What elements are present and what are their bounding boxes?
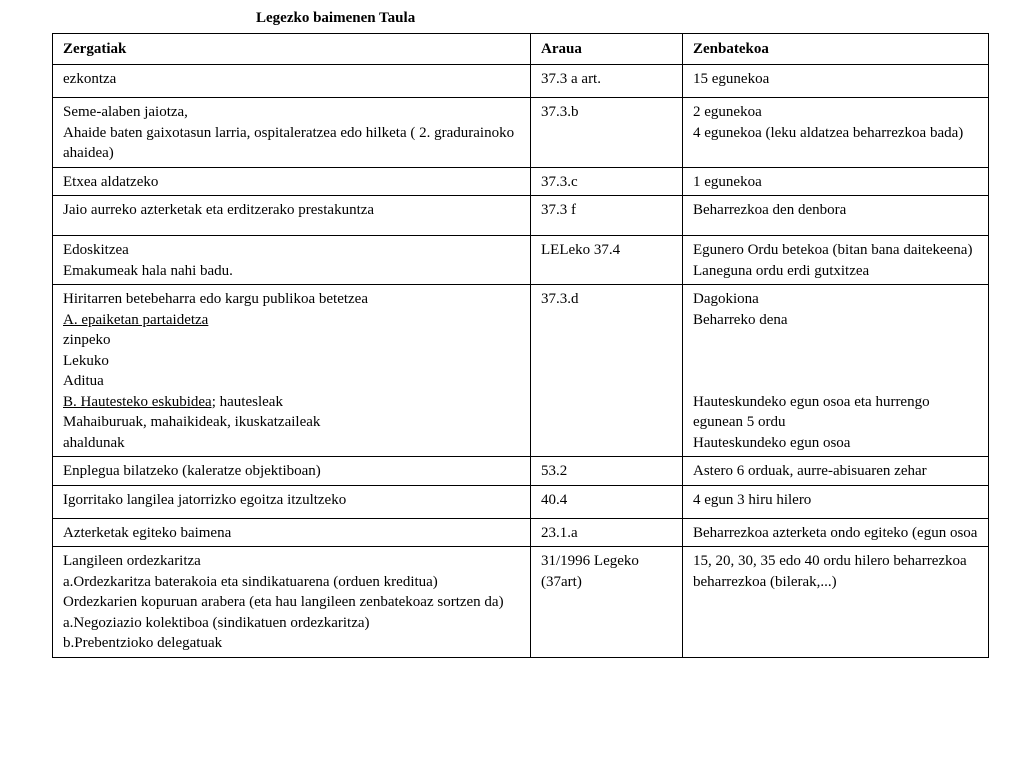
amount-line: beharrezkoa (bilerak,...)	[693, 573, 837, 590]
reason-cell	[53, 547, 531, 658]
amount-line: 15 egunekoa	[693, 71, 770, 87]
reason-line: Seme-alaben jaiotza,	[63, 104, 188, 120]
reason-cell	[53, 457, 531, 486]
table-row	[53, 285, 989, 457]
header-amount: Zenbatekoa	[683, 34, 989, 65]
rule-cell: 40.4	[531, 485, 683, 518]
reason-line: zinpeko	[63, 332, 111, 348]
table-row	[53, 236, 989, 285]
rule-cell: 37.3.b	[531, 98, 683, 168]
rule-cell: 37.3 f	[531, 196, 683, 236]
amount-cell	[683, 518, 989, 547]
table-row	[53, 196, 989, 236]
table-row	[53, 485, 989, 518]
reason-line: a.Ordezkaritza baterakoia eta sindikatuarena (orduen kreditua)	[63, 573, 438, 590]
reason-line: Edoskitzea	[63, 242, 129, 258]
table-header-row	[53, 34, 989, 65]
section-b-heading: B. Hautesteko eskubidea;	[63, 393, 216, 410]
table-row	[53, 518, 989, 547]
reason-cell	[53, 65, 531, 98]
reason-line: Igorritako langilea jatorrizko egoitza itzultzeko	[63, 491, 347, 508]
reason-line: Aditua	[63, 373, 104, 389]
amount-line: 4 egun 3 hiru hilero	[693, 491, 812, 508]
rule-cell: 31/1996 Legeko (37art)	[531, 547, 683, 658]
amount-line: Hauteskundeko egun osoa eta hurrengo egunean 5 ordu	[693, 393, 930, 430]
amount-cell	[683, 65, 989, 98]
amount-line: Hauteskundeko egun osoa	[693, 434, 851, 451]
header-reasons: Zergatiak	[53, 34, 531, 65]
amount-line: 15, 20, 30, 35 edo 40 ordu hilero beharrezkoa	[693, 553, 967, 569]
permits-table	[52, 33, 989, 658]
reason-cell	[53, 518, 531, 547]
reason-line: ezkontza	[63, 71, 117, 87]
reason-cell	[53, 98, 531, 168]
reason-line: b.Prebentzioko delegatuak	[63, 635, 223, 651]
table-row	[53, 65, 989, 98]
amount-cell	[683, 236, 989, 285]
reason-line: Jaio aurreko azterketak eta erditzerako prestakuntza	[63, 202, 375, 218]
header-rule: Araua	[531, 34, 683, 65]
amount-line: Beharreko dena	[693, 311, 788, 328]
table-row	[53, 457, 989, 486]
reason-line: Etxea aldatzeko	[63, 173, 159, 190]
amount-line: 1 egunekoa	[693, 173, 762, 190]
rule-cell: 37.3.d	[531, 285, 683, 457]
section-a-heading: A. epaiketan partaidetza	[63, 311, 209, 328]
table-row	[53, 547, 989, 658]
amount-line: Laneguna ordu erdi gutxitzea	[693, 262, 870, 279]
amount-cell	[683, 547, 989, 658]
page-title: Legezko baimenen Taula	[256, 10, 416, 26]
reason-intro: Hiritarren betebeharra edo kargu publikoa betetzea	[63, 291, 368, 307]
amount-line: Beharrezkoa azterketa ondo egiteko (egun osoa	[693, 524, 978, 541]
reason-line: Enplegua bilatzeko (kaleratze objektiboan)	[63, 463, 321, 479]
rule-cell: 37.3.c	[531, 167, 683, 196]
section-b-suffix: hautesleak	[215, 393, 283, 410]
reason-line: Mahaiburuak, mahaikideak, ikuskatzaileak	[63, 414, 321, 430]
amount-line: Astero 6 orduak, aurre-abisuaren zehar	[693, 463, 927, 479]
amount-cell	[683, 98, 989, 168]
reason-line: Langileen ordezkaritza	[63, 553, 201, 569]
reason-line: Lekuko	[63, 352, 109, 369]
spacer	[693, 371, 978, 392]
spacer	[693, 351, 978, 372]
reason-cell	[53, 196, 531, 236]
spacer	[693, 330, 978, 351]
rule-cell: 23.1.a	[531, 518, 683, 547]
amount-cell	[683, 485, 989, 518]
amount-line: Dagokiona	[693, 291, 759, 307]
amount-line: 4 egunekoa (leku aldatzea beharrezkoa bada)	[693, 124, 964, 141]
table-row	[53, 167, 989, 196]
amount-cell	[683, 167, 989, 196]
reason-cell	[53, 167, 531, 196]
reason-line: ahaldunak	[63, 434, 125, 451]
reason-cell	[53, 485, 531, 518]
amount-cell	[683, 457, 989, 486]
table-row	[53, 98, 989, 168]
reason-line: Emakumeak hala nahi badu.	[63, 262, 233, 279]
reason-section-b	[63, 392, 520, 413]
reason-line: Azterketak egiteko baimena	[63, 524, 232, 541]
amount-line: Egunero Ordu betekoa (bitan bana daitekeena)	[693, 242, 973, 258]
reason-cell	[53, 285, 531, 457]
rule-cell: 53.2	[531, 457, 683, 486]
reason-line: a.Negoziazio kolektiboa (sindikatuen ordezkaritza)	[63, 614, 370, 631]
amount-cell	[683, 196, 989, 236]
rule-cell: LELeko 37.4	[531, 236, 683, 285]
reason-cell	[53, 236, 531, 285]
rule-cell: 37.3 a art.	[531, 65, 683, 98]
amount-line: 2 egunekoa	[693, 104, 762, 120]
reason-line: Ahaide baten gaixotasun larria, ospitaleratzea edo hilketa ( 2. gradurainoko ahaidea)	[63, 124, 515, 161]
amount-cell	[683, 285, 989, 457]
reason-section-a	[63, 310, 520, 331]
reason-line: Ordezkarien kopuruan arabera (eta hau langileen zenbatekoaz sortzen da)	[63, 594, 504, 610]
amount-line: Beharrezkoa den denbora	[693, 202, 847, 218]
